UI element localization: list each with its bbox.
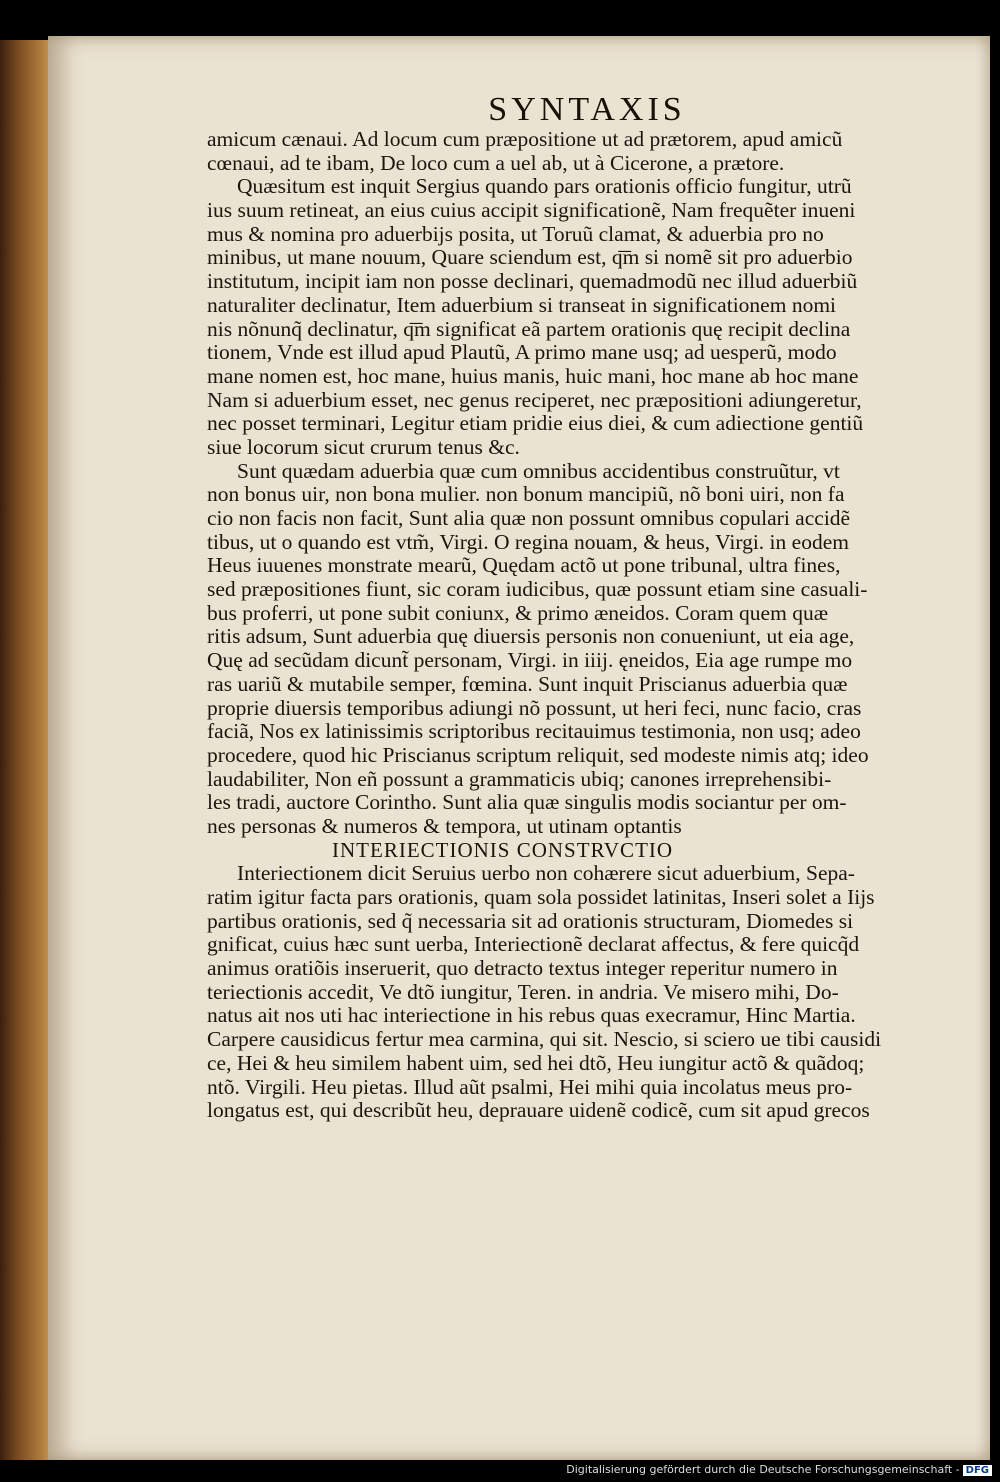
text-line: nes personas & numeros & tempora, ut utinam optantis [207,814,682,838]
text-line: ritis adsum, Sunt aduerbia quę diuersis personis non conueniunt, ut eia age, [207,625,855,649]
text-line: tionem, Vnde est illud apud Plautũ, A primo mane usq; ad uesperũ, modo [207,341,837,365]
section-heading: INTERIECTIONIS CONSTRVCTIO [332,838,674,862]
text-line: Interiectionem dicit Seruius uerbo non cohærere sicut aduerbium, Sepa- [237,862,855,886]
text-line: non bonus uir, non bona mulier. non bonum mancipiũ, nõ boni uiri, non fa [207,483,845,507]
text-line: Nam si aduerbium esset, nec genus reciperet, nec præpositioni adiungeretur, [207,388,862,412]
text-line: ce, Hei & heu similem habent uim, sed hei dtõ, Heu iungitur actõ & quãdoq; [207,1051,865,1075]
text-line: bus proferri, ut pone subit coniunx, & primo æneidos. Coram quem quæ [207,601,829,625]
dfg-logo: DFG [963,1465,992,1476]
text-line: siue locorum sicut crurum tenus &c. [207,435,520,459]
text-line: les tradi, auctore Corintho. Sunt alia quæ singulis modis sociantur per om- [207,791,847,815]
text-line: procedere, quod hic Priscianus scriptum reliquit, sed modeste nimis atq; ideo [207,743,869,767]
text-line: cœnaui, ad te ibam, De loco cum a uel ab, ut à Cicerone, a prætore. [207,151,785,175]
text-line: cio non facis non facit, Sunt alia quæ non possunt omnibus copulari accidẽ [207,507,851,530]
text-line: nis nõnunq̃ declinatur, q͞m significat eã partem orationis quę recipit declina [207,317,851,341]
text-line: institutum, incipit iam non posse declinari, quemadmodũ nec illud aduerbiũ [207,270,858,294]
text-line: animus oratiõis inseruerit, quo detracto textus integer reperitur numero in [207,957,838,981]
text-line: laudabiliter, Non eñ possunt a grammaticis ubiq; canones irreprehensibi- [207,767,832,791]
text-line: proprie diuersis temporibus adiungi nõ possunt, ut heri feci, nunc facio, cras [207,696,862,720]
text-line: minibus, ut mane nouum, Quare sciendum est, q͞m si nomẽ sit pro aduerbio [207,246,853,270]
text-line: natus ait nos uti hac interiectione in his rebus quas execramur, Hinc Martia. [207,1004,856,1028]
text-line: sed præpositiones fiunt, sic coram iudicibus, quæ possunt etiam sine casuali- [207,578,868,602]
text-line: Sunt quædam aduerbia quæ cum omnibus accidentibus construũtur, vt [237,459,840,483]
text-line: ratim igitur facta pars orationis, quam sola possidet latinitas, Inseri solet a Iijs [207,886,875,909]
text-line: gnificat, cuius hæc sunt uerba, Interiectionẽ declarat affectus, & fere quicq̃d [207,933,860,957]
text-line: amicum cænaui. Ad locum cum præpositione ut ad prætorem, apud amicũ [207,128,843,151]
page-text [207,128,927,1123]
credit-text: Digitalisierung gefördert durch die Deutsche Forschungsgemeinschaft - [566,1463,960,1476]
text-line: mus & nomina pro aduerbijs posita, ut Toruũ clamat, & aduerbia pro no [207,222,824,246]
text-line: teriectionis accedit, Ve dtõ iungitur, Teren. in andria. Ve misero mihi, Do- [207,980,839,1004]
digitization-credit [566,1463,992,1476]
text-line: naturaliter declinatur, Item aduerbium si transeat in significationem nomi [207,293,837,317]
text-line: longatus est, qui describũt heu, deprauare uidenẽ codicẽ, cum sit apud grecos [207,1099,870,1123]
text-line: Heus iuuenes monstrate mearũ, Quędam actõ ut pone tribunal, ultra fines, [207,554,841,578]
text-line: nec posset terminari, Legitur etiam pridie eius diei, & cum adiectione gentiũ [207,412,864,436]
text-line: ius suum retineat, an eius cuius accipit significationẽ, Nam frequẽter inueni [207,199,856,223]
text-line: faciã, Nos ex latinissimis scriptoribus recitauimus testimonia, non usq; adeo [207,720,861,744]
text-line: partibus orationis, sed q̃ necessaria sit ad orationis structuram, Diomedes si [207,909,854,933]
text-line: mane nomen est, hoc mane, huius manis, huic mani, hoc mane ab hoc mane [207,364,859,388]
running-title: SYNTAXIS [488,91,686,128]
text-line: ras uariũ & mutabile semper, fœmina. Sunt inquit Priscianus aduerbia quæ [207,672,848,696]
text-line: Quæsitum est inquit Sergius quando pars orationis officio fungitur, utrũ [237,175,852,199]
text-line: ntõ. Virgili. Heu pietas. Illud aũt psalmi, Hei mihi quia incolatus meus pro- [207,1075,853,1099]
text-line: Quę ad secũdam dicunt̃ personam, Virgi. in iiij. ęneidos, Eia age rumpe mo [207,649,853,673]
text-line: tibus, ut o quando est vtm̃, Virgi. O regina nouam, & heus, Virgi. in eodem [207,530,849,554]
text-line: Carpere causidicus fertur mea carmina, qui sit. Nescio, si sciero ue tibi causidi [207,1028,882,1052]
